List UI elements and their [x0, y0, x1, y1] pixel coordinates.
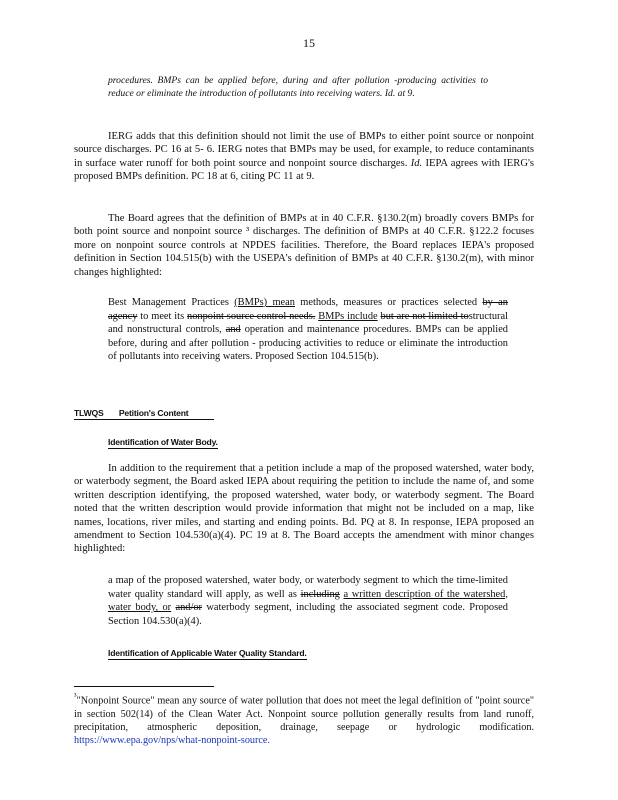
- quote-text: methods, measures or practices selected: [300, 297, 478, 308]
- subsection-heading: [108, 437, 218, 449]
- board-agrees-paragraph: The Board agrees that the definition of BMPs at in 40 C.F.R. §130.2(m) broadly covers BMPs for both point source and nonpoint source ³ discharges. The definition of BMPs at 40 C.F.R. §122.2 focuses more on nonpoint source controls at NPDES facilities. Therefore, the Board replaces IEPA's proposed definition in Section 104.515(b) with the USEPA's definition of BMPs at 40 C.F.R. §130.2(m), with minor changes highlighted:: [74, 213, 534, 278]
- citation-id: Id.: [410, 157, 423, 169]
- bmp-amended-definition: [108, 296, 508, 364]
- page-number: 15: [303, 36, 315, 50]
- footnote-marker: ³: [74, 691, 77, 701]
- citation-id: Id: [384, 88, 393, 100]
- paragraph-text: IERG adds that this definition should not limit the use of BMPs to either point source or nonpoint source discharges. PC 16 at 5- 6. IERG notes that BMPs may be used, for example, to reduce contaminants in surface water runoff for both point source and nonpoint source discharges.: [74, 131, 534, 169]
- added-text: (BMPs) mean: [234, 297, 295, 308]
- section-heading: [74, 408, 214, 420]
- heading-text: Identification of Applicable Water Quality Standard.: [108, 648, 307, 658]
- quote-text: waterbody segment, including the associated segment code. Proposed Section 104.530(a)(4).: [108, 602, 508, 627]
- heading-text: Petition's Content: [118, 408, 189, 418]
- quote-text: to meet its: [140, 310, 185, 322]
- paragraph-text-rest: IEPA agrees with IERG's proposed BMPs definition. PC 18 at 6, citing PC 11 at 9.: [74, 157, 535, 183]
- quote-text: operation and maintenance procedures. BMPs can be applied before, during and after pollution - producing activities to reduce or eliminate the introduction of pollutants into receiving waters. Proposed Section 104.515(b).: [108, 324, 508, 363]
- footnote: [74, 690, 534, 747]
- bmp-definition-quote: [108, 74, 488, 100]
- ierg-paragraph: [74, 130, 534, 184]
- deleted-text: by an agency: [108, 297, 508, 322]
- quote-text: a map of the proposed watershed, water body, or waterbody segment to which the time-limited water quality standard will apply, as well as: [108, 575, 508, 600]
- deleted-text: nonpoint source control needs.: [187, 310, 316, 322]
- deleted-text: and: [225, 324, 241, 336]
- water-body-paragraph: In addition to the requirement that a petition include a map of the proposed watershed, water body, or waterbody segment, the Board asked IEPA about requiring the petition to include the name of, and some written description identifying, the proposed watershed, water body, or waterbody segment. The Board noted that the written description would provide information that might not be included on a map, like names, locations, river miles, and starting and ending points. Bd. PQ at 8. In response, IEPA proposed an amendment to Section 104.530(a)(4). PC 19 at 8. The Board accepts the amendment with minor changes highlighted:: [74, 463, 534, 555]
- citation-rest: . at 9.: [392, 88, 415, 100]
- quote-text: structural and nonstructural controls,: [108, 310, 508, 336]
- deleted-text: including: [300, 588, 340, 600]
- amended-section-quote: [108, 574, 508, 628]
- heading-prefix: TLWQS: [74, 408, 104, 418]
- quote-text: procedures. BMPs can be applied before, during and after pollution -producing activities to reduce or eliminate the introduction of pollutants into receiving waters.: [108, 75, 488, 100]
- deleted-text: but are not limited to: [380, 310, 469, 322]
- heading-text: Identification of Water Body.: [108, 437, 218, 447]
- subsection-heading: [108, 648, 307, 660]
- deleted-text: and/or: [175, 602, 203, 614]
- added-text: a written description of the watershed, water body, or: [108, 588, 508, 614]
- footnote-divider: [74, 686, 214, 687]
- added-text: BMPs include: [318, 310, 378, 322]
- footnote-link[interactable]: https://www.epa.gov/nps/what-nonpoint-source.: [74, 735, 270, 746]
- quote-text: Best Management Practices: [108, 297, 229, 308]
- footnote-text: "Nonpoint Source" mean any source of water pollution that does not meet the legal definition of "point source" in section 502(14) of the Clean Water Act. Nonpoint source pollution generally results from land runoff, precipitation, atmospheric deposition, drainage, seepage or hydrologic modification.: [74, 695, 534, 733]
